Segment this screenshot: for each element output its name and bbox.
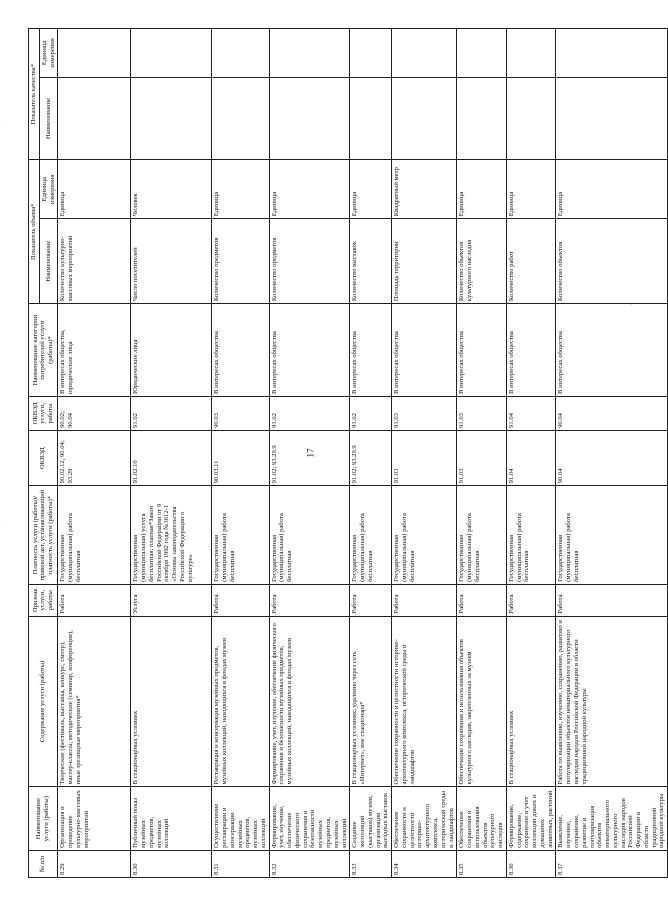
cell-q-unit	[506, 29, 556, 78]
cell-okvedu: 91.02	[350, 396, 392, 430]
cell-consumers: В интересах общества	[556, 304, 668, 397]
header-consumers: Наименование категорий потребителей услуги (работы)*	[29, 304, 58, 397]
header-volume-unit: Единица измерения	[39, 160, 58, 219]
header-sign: Признак услуги, работы	[29, 584, 58, 616]
cell-name: Осуществление реставрации и консервации музейных предметов, музейных коллекций	[212, 787, 269, 850]
cell-q-unit	[392, 29, 457, 78]
cell-okved: 91.03	[392, 430, 457, 485]
cell-sign: Работа	[58, 584, 131, 616]
cell-vol-name: Количество предметов	[212, 219, 269, 304]
cell-vol-name: Количество работ	[506, 219, 556, 304]
header-volume-group: Показатель объема*	[29, 160, 40, 304]
cell-consumers: В интересах общества, юридические лица	[58, 304, 131, 397]
cell-payment: Государственная (муниципальная) работа бесплатная	[556, 486, 668, 584]
cell-consumers: Юридические лица	[131, 304, 212, 397]
cell-q-unit	[269, 29, 350, 78]
cell-okved: 91.03	[457, 430, 507, 485]
cell-content: В стационарных условиях	[506, 616, 556, 787]
cell-consumers: В интересах общества	[212, 304, 269, 397]
table-row	[350, 29, 392, 878]
cell-payment: Государственная (муниципальная) работа бесплатная	[350, 486, 392, 584]
cell-sign: Работа	[350, 584, 392, 616]
cell-vol-unit: Единица	[212, 160, 269, 219]
cell-no: 8.34	[392, 850, 457, 877]
table-row	[212, 29, 269, 878]
cell-okved: 91.04	[506, 430, 556, 485]
cell-vol-unit: Единица	[506, 160, 556, 219]
cell-okvedu: 91.02	[131, 396, 212, 430]
cell-vol-unit: Квадратный метр	[392, 160, 457, 219]
cell-name: Формирование, учет, изучение, обеспечение физического сохранения и безопасности музейных предметов, музейных коллекций	[269, 787, 350, 850]
cell-consumers: В интересах общества	[457, 304, 507, 397]
cell-consumers: В интересах общества	[350, 304, 392, 397]
header-payment: Платность услуги (работы)/правовой акт, устанавливающий платность услуги (работы)*	[29, 486, 58, 584]
header-okved-service: ОКВЭД услуги, работы	[29, 396, 58, 430]
cell-vol-name: Количество предметов	[269, 219, 350, 304]
cell-okved: 90.02.12, 90.04; 93.29	[58, 430, 131, 485]
page-number: 17	[305, 448, 316, 458]
table-row	[392, 29, 457, 878]
cell-vol-unit: Человек	[131, 160, 212, 219]
cell-no: 8.37	[556, 850, 668, 877]
cell-name: Создание экспозиций (выставок) музеев, организация выездных выставок	[350, 787, 392, 850]
cell-vol-name: Площадь территории	[392, 219, 457, 304]
rotated-table-wrapper	[28, 28, 666, 878]
cell-content: Формирование, учет, изучение, обеспечение физического сохранения и безопасности музейных предметов, музейных коллекций, находящихся в фондах музеев	[269, 616, 350, 787]
header-name: Наименование услуги (работы)	[29, 787, 58, 850]
cell-okvedu: 90.02; 90.04	[58, 396, 131, 430]
cell-consumers: В интересах общества	[392, 304, 457, 397]
cell-vol-unit: Единица	[269, 160, 350, 219]
table-row	[457, 29, 507, 878]
cell-payment: Государственная (муниципальная) работа бесплатная	[212, 486, 269, 584]
cell-okvedu: 91.02	[269, 396, 350, 430]
cell-vol-unit: Единица	[350, 160, 392, 219]
cell-q-unit	[131, 29, 212, 78]
cell-content: Работа по выявлению, изучению, сохранению, развитию и популяризации объектов нематериального культурного наследия народов Российской Федерации в области традиционной народной культуры	[556, 616, 668, 787]
cell-content: Творческие (фестиваль, выставка, конкурс, смотр), мастер-классы, методические (семинар, конференция), иные зрелищные мероприятия*	[58, 616, 131, 787]
cell-okved: 91.02; 93.29.9	[350, 430, 392, 485]
header-okved: ОКВЭД	[29, 430, 58, 485]
cell-sign: Работа	[212, 584, 269, 616]
cell-sign: Работа	[506, 584, 556, 616]
cell-q-unit	[457, 29, 507, 78]
cell-vol-name: Число посетителей	[131, 219, 212, 304]
cell-q-name	[392, 77, 457, 160]
cell-payment: Государственная (муниципальная) работа бесплатная	[457, 486, 507, 584]
cell-name: Формирование, содержание, сохранение и учет коллекции диких и домашних животных, растений	[506, 787, 556, 850]
cell-payment: Государственная (муниципальная) работа бесплатная	[58, 486, 131, 584]
cell-no: 8.29	[58, 850, 131, 877]
cell-okved: 90.03.11	[212, 430, 269, 485]
table-row	[131, 29, 212, 878]
cell-okvedu: 90.03	[212, 396, 269, 430]
header-quality-group: Показатель качества*	[29, 29, 40, 160]
cell-vol-name: Количество выставок	[350, 219, 392, 304]
cell-sign: Работа	[556, 584, 668, 616]
scan-speck: ·	[4, 520, 7, 529]
cell-okved: 91.02.10	[131, 430, 212, 485]
cell-okvedu: 91.03	[392, 396, 457, 430]
cell-payment: Государственная (муниципальная) работа бесплатная	[392, 486, 457, 584]
header-quality-name: Наименование	[39, 77, 58, 160]
table-row	[58, 29, 131, 878]
cell-q-name	[506, 77, 556, 160]
cell-okvedu: 91.03	[457, 396, 507, 430]
cell-payment: Государственная (муниципальная) услуга бесплатная; платная*Закон Российской Федерации от 9 октября 1992 года №3612-1 «Основы законодательства Российской Федерации о культуре»	[131, 486, 212, 584]
header-quality-unit: Единица измерения	[39, 29, 58, 78]
cell-consumers: В интересах общества	[506, 304, 556, 397]
cell-name: Выявление, изучение, сохранение, развитие и популяризация объектов нематериального культурного наследия народов Российской Федерации в области традиционной народной культуры	[556, 787, 668, 850]
cell-vol-unit: Единица	[556, 160, 668, 219]
cell-q-name	[131, 77, 212, 160]
cell-q-name	[556, 77, 668, 160]
cell-payment: Государственная (муниципальная) работа бесплатная	[269, 486, 350, 584]
cell-name: Обеспечение сохранения и использования объектов культурного наследия	[457, 787, 507, 850]
header-row-1	[29, 29, 40, 878]
table-row	[269, 29, 350, 878]
cell-sign: Работа	[392, 584, 457, 616]
cell-vol-name: Количество объектов культурного наследия	[457, 219, 507, 304]
scan-speck: ·	[4, 120, 7, 129]
cell-q-name	[457, 77, 507, 160]
header-no: № п/п	[29, 850, 58, 877]
cell-okved: 91.02; 93.29.9	[269, 430, 350, 485]
cell-vol-name: Количество культурно-массовых мероприятий	[58, 219, 131, 304]
cell-okved: 90.04	[556, 430, 668, 485]
cell-consumers: В интересах общества	[269, 304, 350, 397]
cell-name: Обеспечение сохранности и целостности историко-архитектурного комплекса, исторической среды и ландшафтов	[392, 787, 457, 850]
scan-speck: ·	[630, 300, 633, 309]
cell-q-unit	[212, 29, 269, 78]
cell-q-name	[58, 77, 131, 160]
cell-no: 8.31	[212, 850, 269, 877]
cell-payment: Государственная (муниципальная) работа бесплатная	[506, 486, 556, 584]
cell-vol-unit: Единица	[58, 160, 131, 219]
table-row	[556, 29, 668, 878]
header-content: Содержание услуги (работы)	[29, 616, 58, 787]
cell-content: Обеспечение сохранности и целостности историко-архитектурного комплекса, исторической среды и ландшафтов	[392, 616, 457, 787]
cell-content: В стационарных условиях; удаленно через сеть «Интернет», вне стационара*	[350, 616, 392, 787]
cell-vol-name: Количество объектов	[556, 219, 668, 304]
cell-no: 8.35	[457, 850, 507, 877]
cell-q-name	[350, 77, 392, 160]
cell-sign: Работа	[457, 584, 507, 616]
table-body	[58, 29, 668, 878]
table-row	[506, 29, 556, 878]
cell-name: Публичный показ музейных предметов, музейных коллекций	[131, 787, 212, 850]
cell-q-name	[212, 77, 269, 160]
cell-no: 8.36	[506, 850, 556, 877]
services-table	[28, 28, 668, 878]
cell-content: Реставрация и консервация музейных предметов, музейных коллекций, находящихся в фондах музеев	[212, 616, 269, 787]
cell-content: Обеспечение сохранения и использования объектов культурного наследия, закрепленных за музеем	[457, 616, 507, 787]
cell-name: Организация и проведение культурно-массовых мероприятий	[58, 787, 131, 850]
cell-q-name	[269, 77, 350, 160]
cell-no: 8.33	[350, 850, 392, 877]
cell-vol-unit: Единица	[457, 160, 507, 219]
cell-no: 8.30	[131, 850, 212, 877]
cell-q-unit	[350, 29, 392, 78]
cell-okvedu: 91.04	[506, 396, 556, 430]
header-volume-name: Наименование	[39, 219, 58, 304]
cell-q-unit	[556, 29, 668, 78]
cell-sign: Работа	[269, 584, 350, 616]
cell-q-unit	[58, 29, 131, 78]
cell-no: 8.32	[269, 850, 350, 877]
cell-okvedu: 90.04	[556, 396, 668, 430]
cell-sign: Услуга	[131, 584, 212, 616]
cell-content: В стационарных условиях	[131, 616, 212, 787]
